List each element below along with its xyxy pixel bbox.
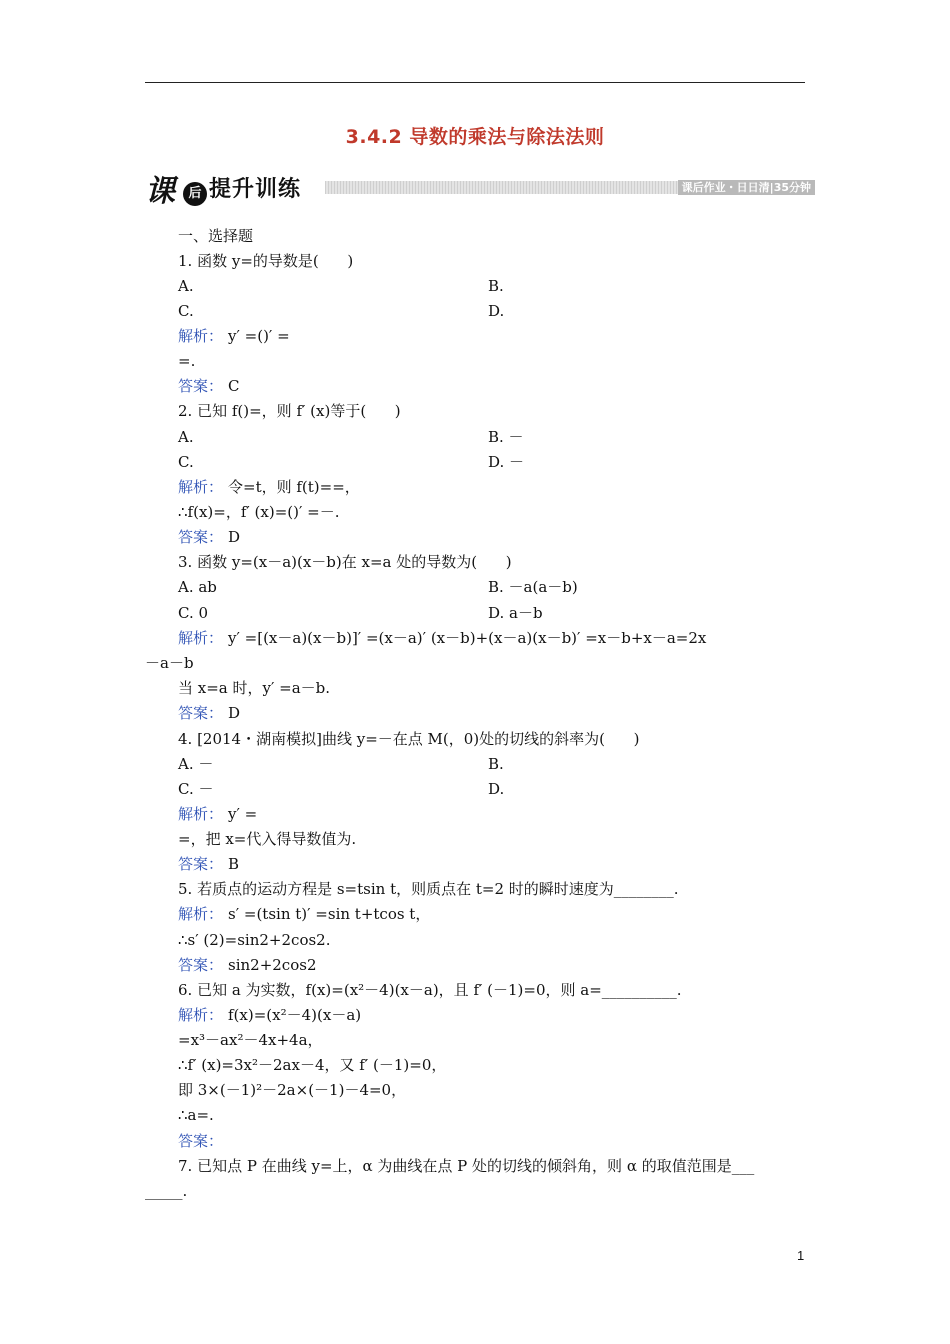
analysis-label: 解析： [178,905,224,923]
analysis-text: =x³－ax²－4x+4a， [178,1031,323,1049]
question-1: 1. 函数 y=的导数是( ) [178,252,354,270]
analysis-text: －a－b [145,654,194,672]
question-2: 2. 已知 f()=，则 f′ (x)等于( ) [178,402,401,420]
analysis-text: =. [178,352,196,370]
option-a: A. ab [178,578,217,596]
analysis-text: 即 3×(－1)²－2a×(－1)－4=0， [178,1081,407,1099]
option-b: B. － [488,428,524,446]
analysis-text: ∴f′ (x)=3x²－2ax－4，又 f′ (－1)=0， [178,1056,447,1074]
question-5: 5. 若质点的运动方程是 s=tsin t，则质点在 t=2 时的瞬时速度为________. [178,880,679,898]
analysis-text: y′ = [228,805,258,823]
option-c: C. [178,453,194,471]
analysis-text: ∴s′ (2)=sin2+2cos2. [178,931,331,949]
analysis-label: 解析： [178,805,224,823]
option-b: B. [488,755,504,773]
answer-label: 答案： [178,956,224,974]
analysis-text: f(x)=(x²－4)(x－a) [228,1006,362,1024]
question-7: 7. 已知点 P 在曲线 y=上，α 为曲线在点 P 处的切线的倾斜角，则 α 的取值范围是___ [178,1157,755,1175]
analysis-text: =，把 x=代入得导数值为. [178,830,357,848]
answer-label: 答案： [178,855,224,873]
section-banner [145,168,815,208]
banner-logo-badge: 后 [183,182,207,206]
question-7-blank: _____. [145,1182,188,1200]
option-c: C. 0 [178,604,209,622]
analysis-label: 解析： [178,1006,224,1024]
analysis-label: 解析： [178,629,224,647]
option-b: B. [488,277,504,295]
option-a: A. [178,428,194,446]
banner-logo-char: 课 [145,174,175,209]
question-4: 4. [2014・湖南模拟]曲线 y=－在点 M(，0)处的切线的斜率为( ) [178,730,640,748]
header-rule [145,82,805,83]
banner-logo [145,168,325,208]
banner-tag: 课后作业・日日清|35分钟 [678,180,815,195]
option-b: B. －a(a－b) [488,578,578,596]
answer-label: 答案： [178,528,224,546]
answer-value: B [228,855,240,873]
analysis-text: ∴a=. [178,1106,214,1124]
analysis-text: y′ =[(x－a)(x－b)]′ =(x－a)′ (x－b)+(x－a)(x－b)′ =x－b+x－a=2x [228,629,707,647]
answer-label: 答案： [178,377,224,395]
analysis-text: y′ =()′ = [228,327,290,345]
option-c: C. － [178,780,214,798]
answer-value: D [228,528,241,546]
question-6: 6. 已知 a 为实数，f(x)=(x²－4)(x－a)，且 f′ (－1)=0，则 a=__________. [178,981,682,999]
option-d: D. [488,302,505,320]
banner-logo-name: 提升训练 [209,177,302,202]
question-3: 3. 函数 y=(x－a)(x－b)在 x=a 处的导数为( ) [178,553,512,571]
analysis-label: 解析： [178,478,224,496]
option-a: A. － [178,755,214,773]
answer-value: sin2+2cos2 [228,956,317,974]
analysis-text: s′ =(tsin t)′ =sin t+tcos t， [228,905,431,923]
analysis-text: 当 x=a 时，y′ =a－b. [178,679,331,697]
answer-label: 答案： [178,704,224,722]
analysis-text: 令=t，则 f(t)==， [228,478,360,496]
option-d: D. － [488,453,525,471]
section-heading: 一、选择题 [178,227,254,245]
answer-label: 答案： [178,1132,224,1150]
analysis-text: ∴f(x)=，f′ (x)=()′ =－. [178,503,340,521]
option-a: A. [178,277,194,295]
option-c: C. [178,302,194,320]
page-number: 1 [797,1248,805,1263]
option-d: D. [488,780,505,798]
option-d: D. a－b [488,604,543,622]
page-title: 3.4.2 导数的乘法与除法法则 [345,126,605,148]
answer-value: D [228,704,241,722]
analysis-label: 解析： [178,327,224,345]
answer-value: C [228,377,240,395]
